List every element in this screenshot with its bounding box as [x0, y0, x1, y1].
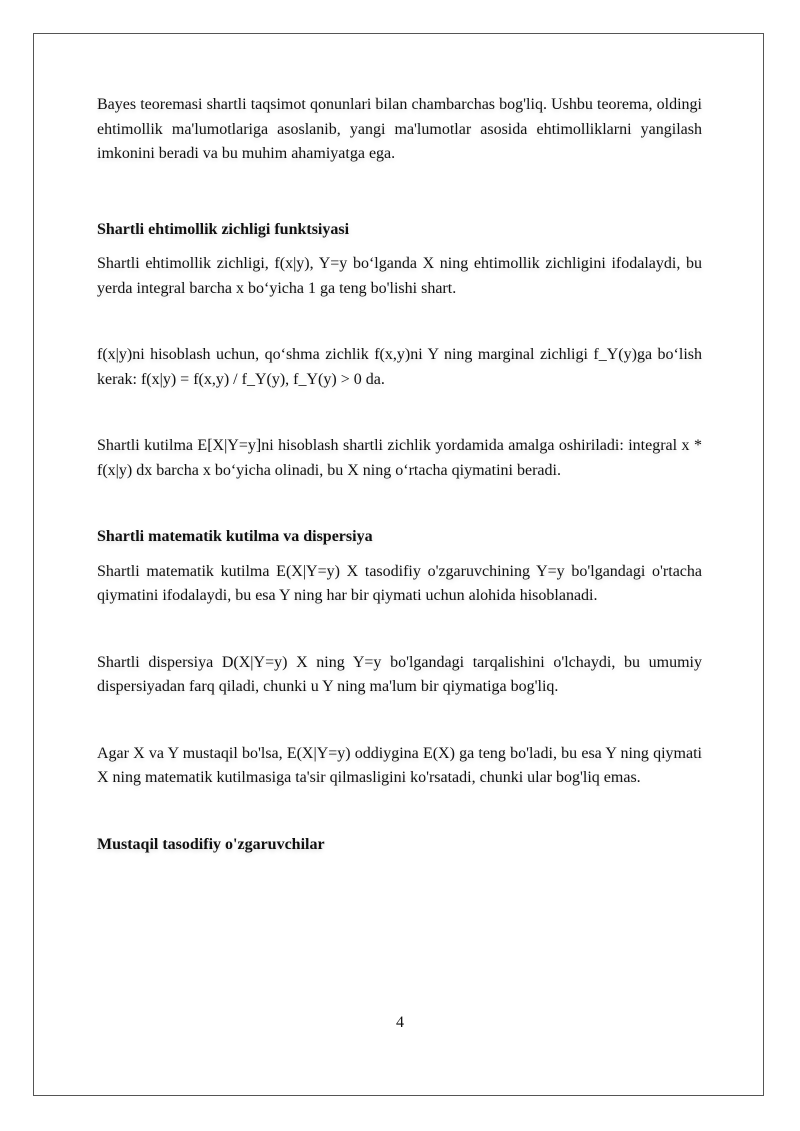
- heading-independent-variables: Mustaqil tasodifiy o'zgaruvchilar: [97, 835, 325, 853]
- heading-conditional-density: Shartli ehtimollik zichligi funktsiyasi: [97, 220, 350, 238]
- paragraph-conditional-density-definition: Shartli ehtimollik zichligi, f(x|y), Y=y bo‘lganda X ning ehtimollik zichligini ifodalaydi, bu yerda integral barcha x bo‘yicha 1 ga teng bo'lishi shart.: [97, 255, 702, 297]
- paragraph-bayes-theorem: Bayes teoremasi shartli taqsimot qonunlari bilan chambarchas bog'liq. Ushbu teorema, oldingi ehtimollik ma'lumotlariga asoslanib, yangi ma'lumotlar asosida ehtimolliklarni yangilash imkonini beradi va bu muhim ahamiyatga ega.: [97, 96, 702, 162]
- paragraph-conditional-expectation: Shartli matematik kutilma E(X|Y=y) X tasodifiy o'zgaruvchining Y=y bo'lgandagi o'rtacha qiymatini ifodalaydi, bu esa Y ning har bir qiymati uchun alohida hisoblanadi.: [97, 562, 702, 604]
- paragraph-conditional-variance: Shartli dispersiya D(X|Y=y) X ning Y=y bo'lgandagi tarqalishini o'lchaydi, bu umumiy dispersiyadan farq qiladi, chunki u Y ning ma'lum bir qiymatiga bog'liq.: [97, 653, 702, 695]
- page-number: 4: [396, 1014, 404, 1031]
- heading-conditional-expectation-variance: Shartli matematik kutilma va dispersiya: [97, 528, 373, 545]
- paragraph-independence-expectation: Agar X va Y mustaqil bo'lsa, E(X|Y=y) oddiygina E(X) ga teng bo'ladi, bu esa Y ning qiymati X ning matematik kutilmasiga ta'sir qilmasligini ko'rsatadi, chunki ular bog'liq emas.: [97, 744, 702, 786]
- paragraph-conditional-density-formula: f(x|y)ni hisoblash uchun, qo‘shma zichlik f(x,y)ni Y ning marginal zichligi f_Y(y)ga bo‘lish kerak: f(x|y) = f(x,y) / f_Y(y), f_Y(y) > 0 da.: [97, 346, 702, 388]
- paragraph-conditional-expectation-calc: Shartli kutilma E[X|Y=y]ni hisoblash shartli zichlik yordamida amalga oshiriladi: integral x * f(x|y) dx barcha x bo‘yicha olinadi, bu X ning o‘rtacha qiymatini beradi.: [97, 437, 702, 479]
- page-content: [97, 93, 702, 857]
